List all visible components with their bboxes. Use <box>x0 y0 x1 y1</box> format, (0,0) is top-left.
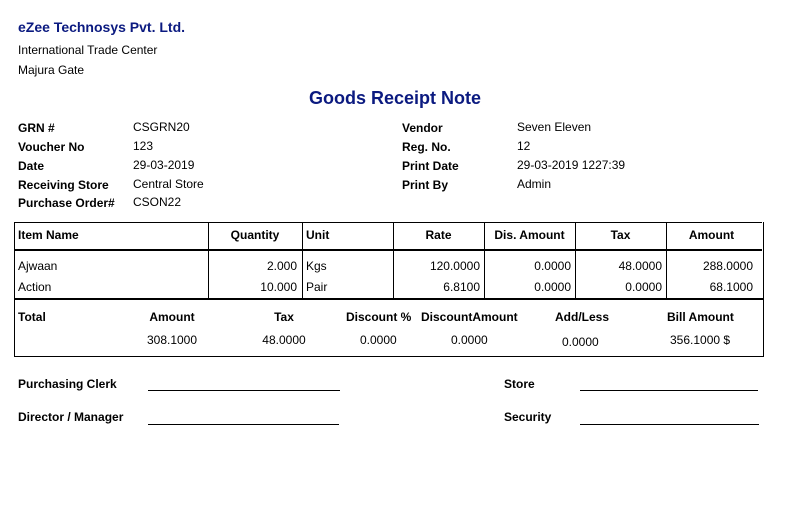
totals-value-add-less: 0.0000 <box>562 335 599 349</box>
totals-value-discount-percent: 0.0000 <box>360 333 397 347</box>
totals-value-amount: 308.1000 <box>146 333 198 347</box>
table-top-border <box>14 222 762 223</box>
director-manager-signature-line <box>148 424 339 425</box>
header-amount: Amount <box>688 228 735 242</box>
grn-value: CSGRN20 <box>133 120 190 134</box>
table-row-1-unit: Kgs <box>306 259 327 273</box>
table-row-1-amount: 288.0000 <box>702 259 753 273</box>
header-tax: Tax <box>610 228 631 242</box>
table-totals-divider <box>14 298 764 300</box>
vendor-value: Seven Eleven <box>517 120 592 134</box>
print-date-value: 29-03-2019 1227:39 <box>517 158 626 172</box>
totals-value-discount-amount: 0.0000 <box>451 333 488 347</box>
date-value: 29-03-2019 <box>133 158 195 172</box>
store-signature-line <box>580 390 758 391</box>
purchasing-clerk-signature-line <box>148 390 340 391</box>
company-address-line1: International Trade Center <box>18 43 158 57</box>
totals-value-tax: 48.0000 <box>262 333 306 347</box>
print-date-label: Print Date <box>402 159 459 173</box>
totals-header-discount-amount: DiscountAmount <box>421 310 518 324</box>
table-row-2-unit: Pair <box>306 280 328 294</box>
totals-header-discount-percent: Discount % <box>346 310 412 324</box>
table-row-2-dis-amount: 0.0000 <box>534 280 571 294</box>
security-label: Security <box>504 410 552 424</box>
vendor-label: Vendor <box>402 121 443 135</box>
receiving-store-label: Receiving Store <box>18 178 109 192</box>
print-by-value: Admin <box>517 177 552 191</box>
totals-label: Total <box>18 310 46 324</box>
grn-label: GRN # <box>18 121 55 135</box>
header-rate: Rate <box>425 228 452 242</box>
voucher-no-label: Voucher No <box>18 140 85 154</box>
table-row-1-quantity: 2.000 <box>266 259 297 273</box>
print-by-label: Print By <box>402 178 449 192</box>
purchase-order-value: CSON22 <box>133 195 182 209</box>
store-label: Store <box>504 377 535 391</box>
totals-header-add-less: Add/Less <box>555 310 610 324</box>
col-divider <box>302 222 303 299</box>
date-label: Date <box>18 159 45 173</box>
totals-header-tax: Tax <box>274 310 294 324</box>
director-manager-label: Director / Manager <box>18 410 124 424</box>
table-row-1-dis-amount: 0.0000 <box>534 259 571 273</box>
table-row-1-item: Ajwaan <box>18 259 58 273</box>
table-row-2-item: Action <box>18 280 52 294</box>
purchasing-clerk-label: Purchasing Clerk <box>18 377 117 391</box>
voucher-no-value: 123 <box>133 139 154 153</box>
header-item-name: Item Name <box>18 228 79 242</box>
totals-header-bill-amount: Bill Amount <box>667 310 734 324</box>
header-quantity: Quantity <box>230 228 280 242</box>
totals-header-amount: Amount <box>149 310 195 324</box>
table-row-1-rate: 120.0000 <box>429 259 480 273</box>
receiving-store-value: Central Store <box>133 177 204 191</box>
header-dis-amount: Dis. Amount <box>494 228 565 242</box>
totals-value-bill-amount: 356.1000 $ <box>670 333 731 347</box>
reg-no-value: 12 <box>517 139 531 153</box>
company-name: eZee Technosys Pvt. Ltd. <box>18 19 186 35</box>
header-unit: Unit <box>306 228 330 242</box>
document-title: Goods Receipt Note <box>308 88 482 108</box>
security-signature-line <box>580 424 759 425</box>
table-row-2-rate: 6.8100 <box>443 280 480 294</box>
table-row-1-tax: 48.0000 <box>618 259 662 273</box>
table-row-2-amount: 68.1000 <box>709 280 753 294</box>
table-row-2-tax: 0.0000 <box>625 280 662 294</box>
table-header-divider <box>14 249 762 251</box>
reg-no-label: Reg. No. <box>402 140 451 154</box>
purchase-order-label: Purchase Order# <box>18 196 115 210</box>
table-row-2-quantity: 10.000 <box>260 280 297 294</box>
company-address-line2: Majura Gate <box>18 63 85 77</box>
